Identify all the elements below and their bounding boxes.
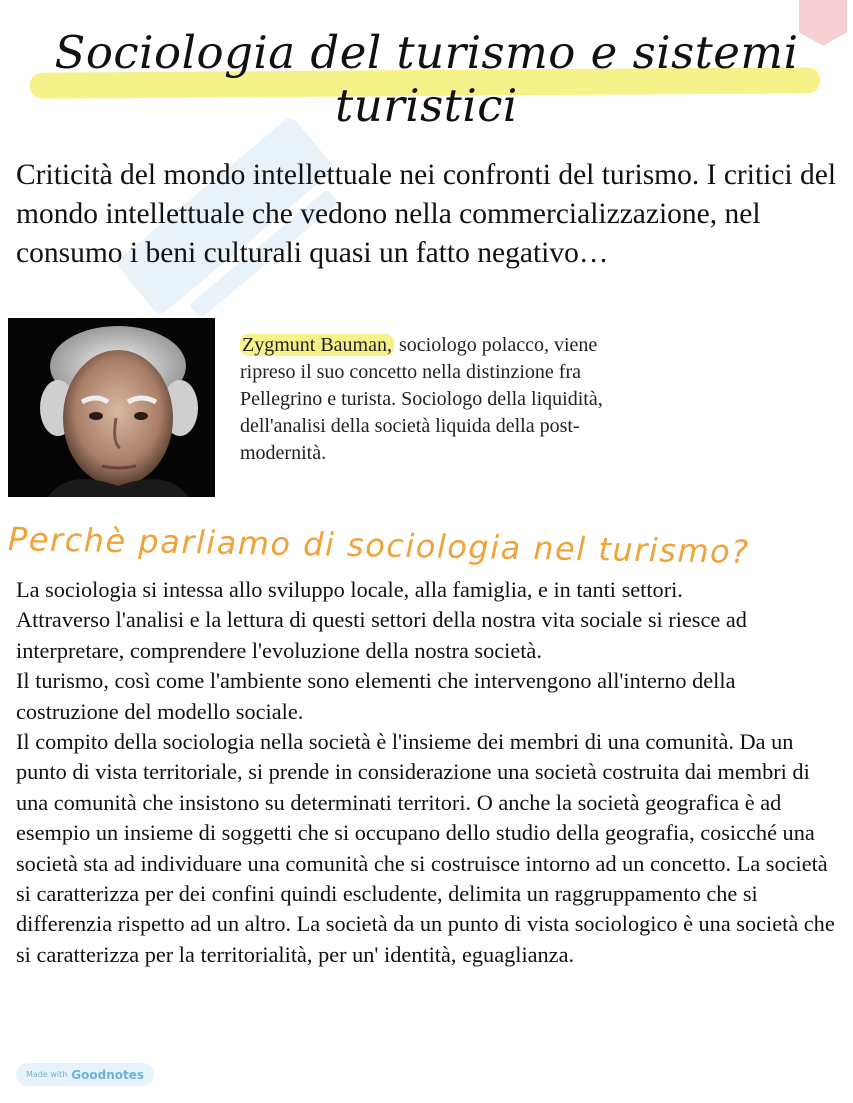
bauman-name-highlight: Zygmunt Bauman, xyxy=(242,334,392,356)
body-paragraph: Il compito della sociologia nella società è l'insieme dei membri di una comunità. Da un punto di vista territoriale, si prende in considerazione una società costruita dai membri di una comunità che insistono su determinati territori. O anche la società geografica è ad esempio un insieme di soggetti che si occupano dello studio della geografia, cosicché una società sta ad individuare una comunità che si costruisce intorno ad un concetto. La società si caratterizza per dei confini quindi escludente, delimita un raggruppamento che si differenzia rispetto ad un altro. La società da un punto di vista sociologico è una società che si caratterizza per la territorialità, per un' identità, eguaglianza. xyxy=(16,729,835,967)
body-paragraph: Il turismo, così come l'ambiente sono elementi che intervengono all'interno della costruzione del modello sociale. xyxy=(16,668,736,724)
badge-prefix: Made with xyxy=(25,1070,68,1079)
badge-brand: Goodnotes xyxy=(71,1067,145,1082)
goodnotes-badge xyxy=(16,1063,154,1086)
title-block xyxy=(0,18,853,132)
page-title: Sociologia del turismo e sistemi turistici xyxy=(54,26,799,132)
body-paragraph: Attraverso l'analisi e la lettura di questi settori della nostra vita sociale si riesce ad interpretare, comprendere l'evoluzione della nostra società. xyxy=(16,607,747,663)
intro-paragraph: Criticità del mondo intellettuale nei confronti del turismo. I critici del mondo intellettuale che vedono nella commercializzazione, nel consumo i beni culturali quasi un fatto negativo… xyxy=(16,159,837,269)
bauman-portrait-image xyxy=(8,318,215,497)
bauman-caption-text: sociologo polacco, viene ripreso il suo concetto nella distinzione fra Pellegrino e turista. Sociologo della liquidità, dell'analisi della società liquida della post-modernità. xyxy=(240,334,603,464)
bauman-caption xyxy=(240,332,620,467)
body-text xyxy=(16,575,836,970)
portrait-illustration xyxy=(8,318,215,497)
section-heading: Perchè parliamo di sociologia nel turismo? xyxy=(7,520,750,571)
body-paragraph: La sociologia si intessa allo sviluppo locale, alla famiglia, e in tanti settori. xyxy=(16,577,683,602)
